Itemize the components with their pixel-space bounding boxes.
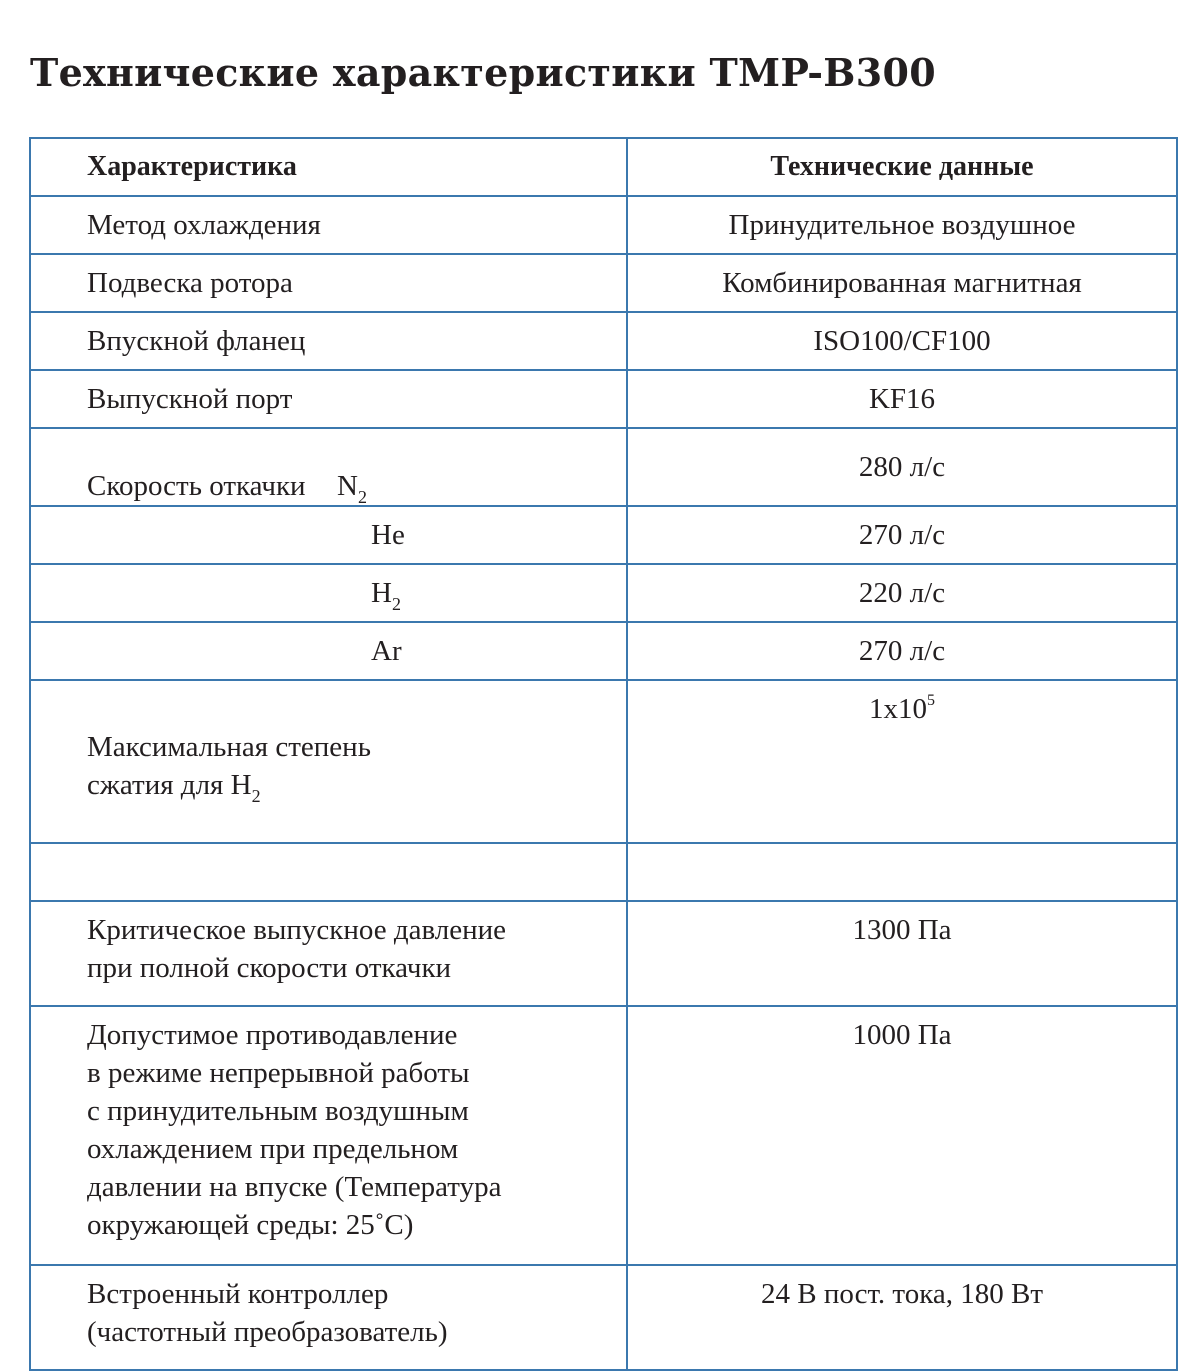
table-row-critical-pressure [30,901,1177,1006]
spec-table [29,137,1178,1371]
gas-symbol: Ar [30,622,627,680]
row-value: 1000 Па [627,1006,1177,1265]
table-row-empty [30,843,1177,901]
row-value: $1x10^5$ [627,680,1177,843]
pumping-speed-label-cell [30,428,627,506]
table-row-pumping-ar [30,622,1177,680]
table-row [30,254,1177,312]
row-value: 1300 Па [627,901,1177,1006]
table-row [30,370,1177,428]
empty-cell [30,843,627,901]
gas-symbol: $N_2$ [337,470,367,507]
table-row-backing-pressure [30,1006,1177,1265]
table-header-row [30,138,1177,196]
pumping-speed-label: Скорость откачки [87,470,306,502]
row-characteristic: Впускной фланец [30,312,627,370]
row-characteristic: Максимальная степень сжатия для $H_2$ [30,680,627,843]
row-characteristic: Подвеска ротора [30,254,627,312]
row-value: Принудительное воздушное [627,196,1177,254]
gas-symbol: $H_2$ [30,564,627,622]
header-data: Технические данные [627,138,1177,196]
table-row-compression [30,680,1177,843]
row-value: KF16 [627,370,1177,428]
empty-cell [627,843,1177,901]
row-value: Комбинированная магнитная [627,254,1177,312]
row-value: 220 л/с [627,564,1177,622]
table-row-controller [30,1265,1177,1370]
table-row-pumping-n2 [30,428,1177,506]
table-row-pumping-h2 [30,564,1177,622]
table-row [30,312,1177,370]
header-characteristic: Характеристика [30,138,627,196]
row-characteristic: Встроенный контроллер (частотный преобразователь) [30,1265,627,1370]
table-row [30,196,1177,254]
row-value: 270 л/с [627,622,1177,680]
table-row-pumping-he [30,506,1177,564]
row-value: 270 л/с [627,506,1177,564]
row-characteristic: Критическое выпускное давление при полной скорости откачки [30,901,627,1006]
gas-symbol: He [30,506,627,564]
row-value: ISO100/CF100 [627,312,1177,370]
row-value: 280 л/с [627,428,1177,506]
row-characteristic: Выпускной порт [30,370,627,428]
row-value: 24 В пост. тока, 180 Вт [627,1265,1177,1370]
row-characteristic: Допустимое противодавление в режиме непрерывной работы с принудительным воздушным охлаждением при предельном давлении на впуске (Температура окружающей среды: 25˚С) [30,1006,627,1265]
row-characteristic: Метод охлаждения [30,196,627,254]
page-title: Технические характеристики TMP-B300 [30,50,936,95]
